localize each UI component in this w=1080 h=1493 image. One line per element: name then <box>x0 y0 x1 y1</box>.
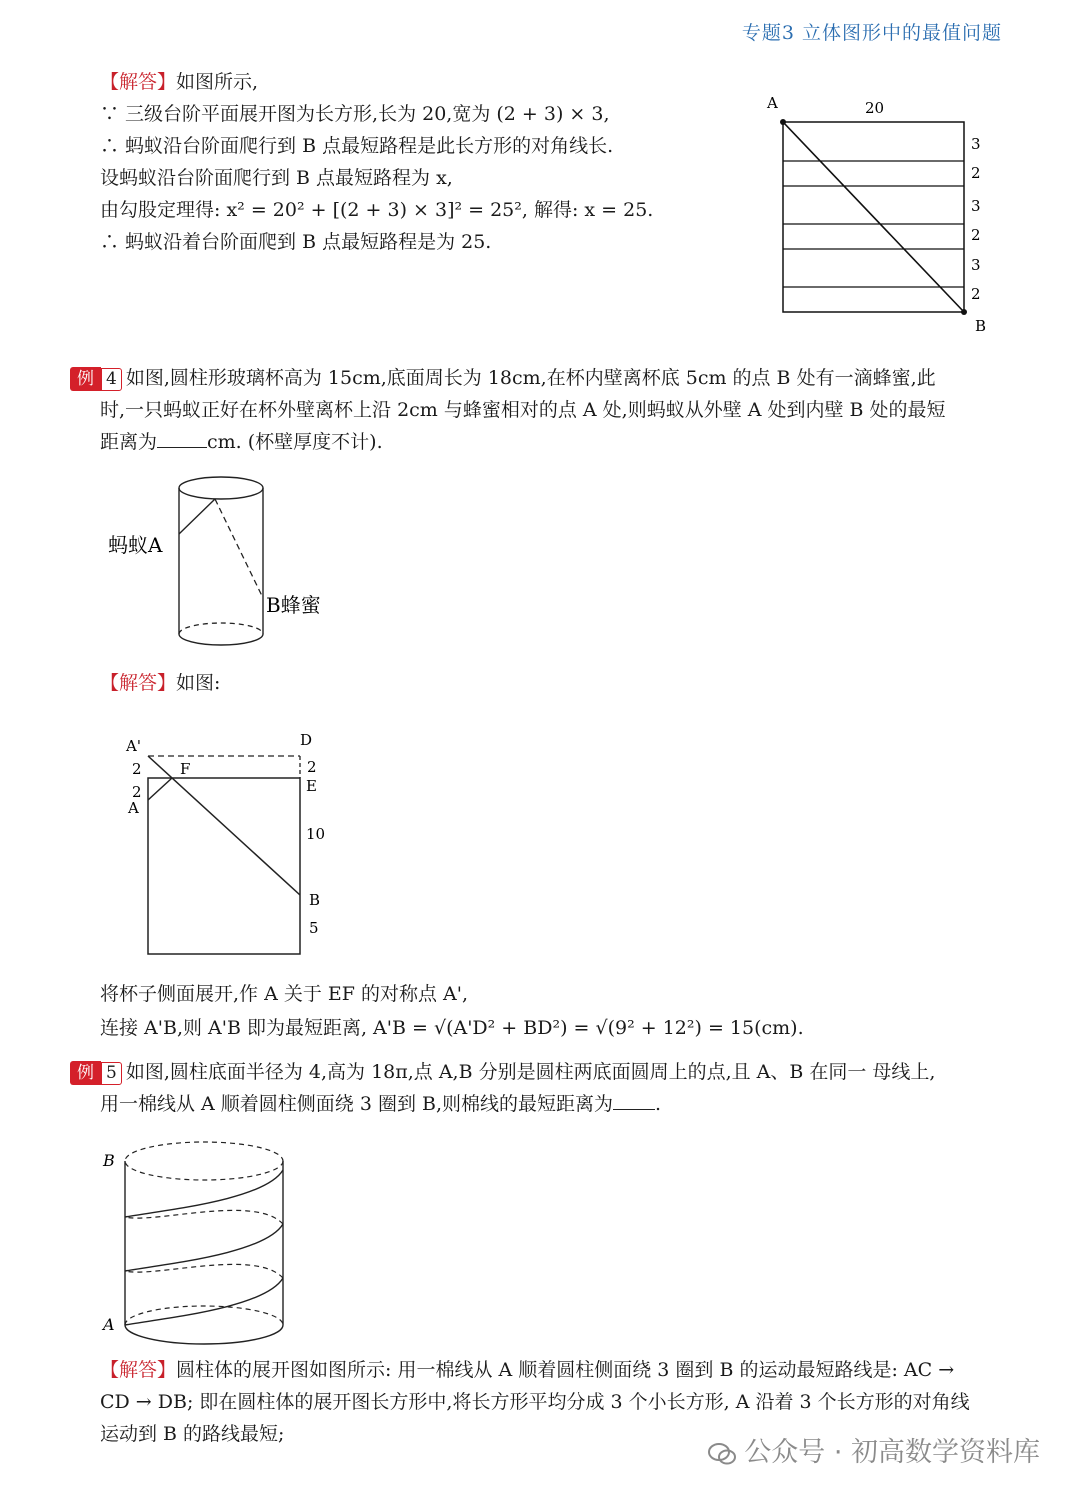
example-number: 5 <box>101 1062 122 1085</box>
spiral-back <box>125 1210 283 1224</box>
unfold-rectangle <box>148 778 300 954</box>
spiral-cylinder-figure <box>95 1128 305 1353</box>
bottom-ellipse-front <box>125 1325 283 1344</box>
watermark-text: 公众号 · 初高数学资料库 <box>744 1437 1040 1468</box>
answer-intro: 如图: <box>176 672 221 694</box>
example-4-line-2: 时,一只蚂蚁正好在杯外壁离杯上沿 2cm 与蜂蜜相对的点 A 处,则蚂蚁从外壁 A 处到内壁 B 处的最短 <box>100 399 946 421</box>
example-number: 4 <box>101 368 122 391</box>
example-tag: 例 <box>70 367 101 391</box>
label-a: A <box>128 799 139 817</box>
label-a: A <box>767 94 778 112</box>
example-5-text: 如图,圆柱底面半径为 4,高为 18π,点 A,B 分别是圆柱两底面圆周上的点,且 A、B 在同一 母线上, <box>125 1061 936 1083</box>
answer-tag: 【解答】 <box>100 1359 177 1381</box>
diagonal-path <box>783 122 964 312</box>
ant-path-inner <box>215 499 263 598</box>
spiral-front <box>125 1278 283 1325</box>
example-4-text: 距离为 <box>100 431 158 453</box>
example-4-answer-intro <box>100 667 220 699</box>
bottom-ellipse-back <box>125 1306 283 1325</box>
point-b <box>961 309 967 315</box>
example-4-line-1 <box>70 362 936 394</box>
label-b: B <box>975 317 987 335</box>
page-header-title: 专题3 立体图形中的最值问题 <box>741 22 1002 44</box>
bottom-ellipse-front <box>179 634 263 645</box>
honey-label: B蜂蜜 <box>266 593 321 617</box>
label-a-prime: A' <box>126 737 141 755</box>
stair-unfold-figure <box>755 88 1005 348</box>
point-a <box>780 119 786 125</box>
example-5-answer-2: CD → DB; 即在圆柱体的展开图长方形中,将长方形平均分成 3 个小长方形, A 沿着 3 个长方形的对角线 <box>100 1391 970 1413</box>
example-4-line-3 <box>100 426 383 458</box>
label-a: A <box>103 1315 115 1334</box>
answer-text: 圆柱体的展开图如图所示: 用一棉线从 A 顺着圆柱侧面绕 3 圈到 B 的运动最短路线是: AC → <box>176 1359 955 1381</box>
label-d: D <box>300 731 313 749</box>
answer-blank <box>157 429 207 448</box>
answer-line: ∴ 蚂蚁沿着台阶面爬到 B 点最短路程是为 25. <box>100 231 492 253</box>
top-ellipse <box>179 477 263 499</box>
cylinder-unfold-figure <box>120 728 340 960</box>
line-a-f <box>148 778 172 800</box>
label-b: B <box>309 891 321 909</box>
line-a-prime-b <box>148 756 300 895</box>
glass-cylinder-figure <box>100 470 340 660</box>
label-right-5: 5 <box>309 919 319 937</box>
answer-intro: 如图所示, <box>176 71 259 93</box>
answer-line: 由勾股定理得: x² = 20² + [(2 + 3) × 3]² = 25², 解得: x = 25. <box>100 199 654 221</box>
label-left-2-top: 2 <box>132 760 142 778</box>
example-5-text: . <box>655 1093 662 1115</box>
answer-tag: 【解答】 <box>100 672 177 694</box>
label-right-10: 10 <box>306 825 326 843</box>
example-5-answer-1 <box>100 1354 954 1386</box>
label-step: 2 <box>971 226 981 244</box>
answer-intro-line <box>100 66 258 98</box>
label-right-2: 2 <box>307 758 317 776</box>
example-5-text: 用一棉线从 A 顺着圆柱侧面绕 3 圈到 B,则棉线的最短距离为 <box>100 1093 614 1115</box>
label-step: 3 <box>971 197 981 215</box>
top-ellipse <box>125 1142 283 1180</box>
label-b: B <box>103 1151 115 1170</box>
label-step: 3 <box>971 256 981 274</box>
example-4-text: 如图,圆柱形玻璃杯高为 15cm,底面周长为 18cm,在杯内壁离杯底 5cm 的点 B 处有一滴蜂蜜,此 <box>125 367 936 389</box>
label-step: 2 <box>971 164 981 182</box>
label-left-2-bottom: 2 <box>132 783 142 801</box>
example-5-answer-3: 运动到 B 的路线最短; <box>100 1423 285 1445</box>
label-step: 3 <box>971 135 981 153</box>
answer-line: ∴ 蚂蚁沿台阶面爬行到 B 点最短路程是此长方形的对角线长. <box>100 135 614 157</box>
example-4-solution-1: 将杯子侧面展开,作 A 关于 EF 的对称点 A', <box>100 983 468 1005</box>
label-top-length: 20 <box>865 99 885 117</box>
bottom-ellipse-back <box>179 623 263 634</box>
ant-label: 蚂蚁A <box>108 533 163 557</box>
answer-blank <box>613 1091 655 1110</box>
label-f: F <box>180 760 191 778</box>
example-4-solution-2: 连接 A'B,则 A'B 即为最短距离, A'B = √(A'D² + BD²) = √(9² + 12²) = 15(cm). <box>100 1017 804 1039</box>
watermark <box>708 1430 1040 1469</box>
answer-tag: 【解答】 <box>100 71 177 93</box>
example-4-text: cm. (杯壁厚度不计). <box>207 431 383 453</box>
answer-line: 设蚂蚁沿台阶面爬行到 B 点最短路程为 x, <box>100 167 453 189</box>
example-5-line-1 <box>70 1056 935 1088</box>
spiral-front <box>125 1170 283 1217</box>
example-5-line-2 <box>100 1088 661 1120</box>
label-step: 2 <box>971 285 981 303</box>
wechat-icon <box>708 1442 736 1466</box>
ant-path-outer <box>179 499 215 534</box>
example-tag: 例 <box>70 1061 101 1085</box>
spiral-front <box>125 1224 283 1271</box>
label-e: E <box>306 777 317 795</box>
answer-line: ∵ 三级台阶平面展开图为长方形,长为 20,宽为 (2 + 3) × 3, <box>100 103 610 125</box>
spiral-back <box>125 1264 283 1278</box>
